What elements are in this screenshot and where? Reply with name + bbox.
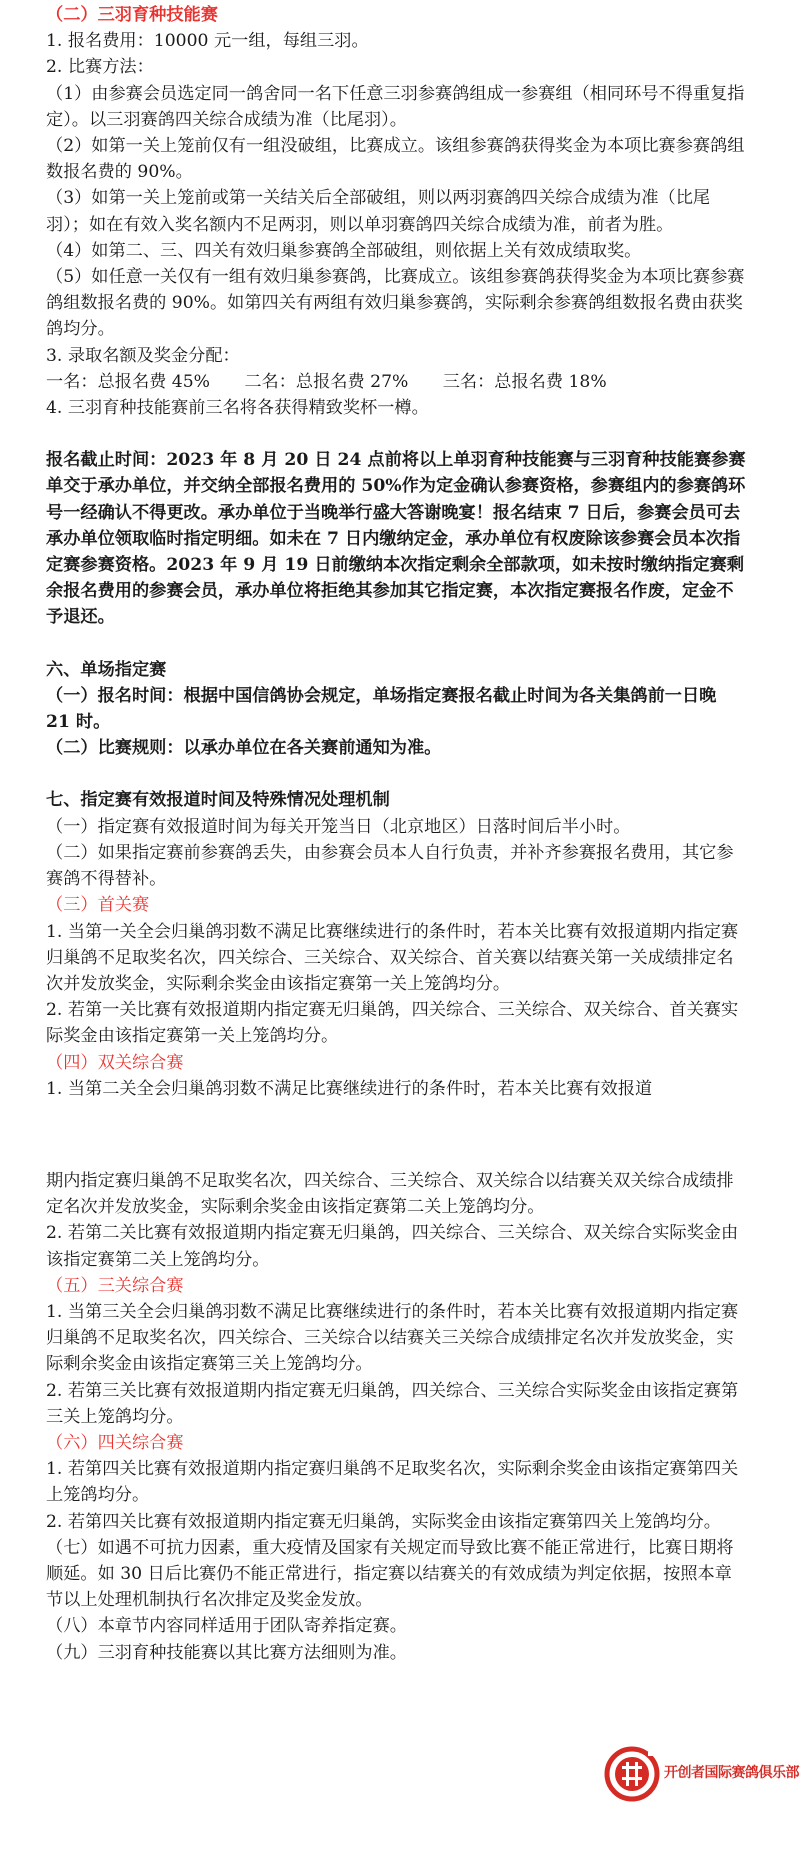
section-6-item-2: （二）比赛规则：以承办单位在各关赛前通知为准。 — [46, 738, 442, 759]
rule-2: （2）如第一关上笼前仅有一组没破组，比赛成立。该组参赛鸽获得奖金为本项比赛参赛鸽组数报名费的 90%。 — [46, 136, 745, 183]
rule-1: （1）由参赛会员选定同一鸽舍同一名下任意三羽参赛鸽组成一参赛组（相同环号不得重复指定）。以三羽赛鸽四关综合成绩为准（比尾羽）。 — [46, 83, 745, 130]
club-seal-icon — [604, 1746, 660, 1802]
subsection-two-race-combined-title: （四）双关综合赛 — [46, 1052, 184, 1073]
spacer — [46, 631, 746, 657]
registration-deadline-paragraph: 报名截止时间：2023 年 8 月 20 日 24 点前将以上单羽育种技能赛与三羽育种技能赛参赛单交于承办单位，并交纳全部报名费用的 50%作为定金确认参赛资格，参赛组内的参赛鸽环号一经确认不得更改。承办单位于当晚举行盛大答谢晚宴！报名结束 7 日后，参赛会员可去承办单位领取临时指定明细。如未在 7 日内缴纳定金，承办单位有权废除该参赛会员本次指定赛参赛资格。2023 年 9 月 19 日前缴纳本次指定剩余全部款项，如未按时缴纳指定赛剩余报名费用的参赛会员，承办单位将拒绝其参加其它指定赛，本次指定赛报名作废，定金不予退还。 — [46, 450, 746, 628]
rule-3: （3）如第一关上笼前或第一关结关后全部破组，则以两羽赛鸽四关综合成绩为准（比尾羽）；如在有效入奖名额内不足两羽，则以单羽赛鸽四关综合成绩为准，前者为胜。 — [46, 188, 711, 235]
three-race-rule-2: 2. 若第三关比赛有效报道期内指定赛无归巢鸽，四关综合、三关综合实际奖金由该指定赛第三关上笼鸽均分。 — [46, 1380, 739, 1427]
method-title: 2. 比赛方法： — [46, 57, 154, 78]
section-6-title: 六、单场指定赛 — [46, 659, 167, 680]
document-column-top — [46, 2, 746, 1102]
subsection-three-race-combined-title: （五）三关综合赛 — [46, 1275, 184, 1296]
first-race-rule-1: 1. 当第一关全会归巢鸽羽数不满足比赛继续进行的条件时，若本关比赛有效报道期内指定赛归巢鸽不足取奖名次，四关综合、三关综合、双关综合、首关赛以结赛关第一关成绩排定名次并发放奖金，实际剩余奖金由该指定赛第一关上笼鸽均分。 — [46, 921, 739, 994]
club-logo — [604, 1742, 799, 1802]
entry-fee-line: 1. 报名费用：10000 元一组，每组三羽。 — [46, 31, 369, 52]
four-race-rule-2: 2. 若第四关比赛有效报道期内指定赛无归巢鸽，实际奖金由该指定赛第四关上笼鸽均分。 — [46, 1511, 721, 1532]
prize-distribution: 一名：总报名费 45% 二名：总报名费 27% 三名：总报名费 18% — [46, 371, 607, 392]
subsection-first-race-title: （三）首关赛 — [46, 895, 150, 916]
spacer — [46, 761, 746, 787]
rule-5: （5）如任意一关仅有一组有效归巢参赛鸽，比赛成立。该组参赛鸽获得奖金为本项比赛参赛鸽组数报名费的 90%。如第四关有两组有效归巢参赛鸽，实际剩余参赛鸽组数报名费由获奖鸽均分。 — [46, 267, 745, 340]
team-boarding-clause: （八）本章节内容同样适用于团队寄养指定赛。 — [46, 1616, 407, 1637]
section-7-title: 七、指定赛有效报道时间及特殊情况处理机制 — [46, 790, 390, 811]
first-race-rule-2: 2. 若第一关比赛有效报道期内指定赛无归巢鸽，四关综合、三关综合、双关综合、首关赛实际奖金由该指定赛第一关上笼鸽均分。 — [46, 1000, 739, 1047]
four-race-rule-1: 1. 若第四关比赛有效报道期内指定赛归巢鸽不足取奖名次，实际剩余奖金由该指定赛第四关上笼鸽均分。 — [46, 1459, 739, 1506]
section-7-item-1: （一）指定赛有效报道时间为每关开笼当日（北京地区）日落时间后半小时。 — [46, 816, 631, 837]
rule-4: （4）如第二、三、四关有效归巢参赛鸽全部破组，则依据上关有效成绩取奖。 — [46, 240, 642, 261]
spacer — [46, 421, 746, 447]
club-name: 开创者国际赛鸽俱乐部 — [664, 1765, 799, 1781]
subsection-four-race-combined-title: （六）四关综合赛 — [46, 1433, 184, 1454]
section-title-three-bird-competition: （二）三羽育种技能赛 — [46, 5, 218, 25]
force-majeure-clause: （七）如遇不可抗力因素，重大疫情及国家有关规定而导致比赛不能正常进行，比赛日期将顺延。如 30 日后比赛仍不能正常进行，指定赛以结赛关的有效成绩为判定依据，按照本章节以上处理机制执行名次排定及奖金发放。 — [46, 1537, 734, 1611]
three-race-rule-1: 1. 当第三关全会归巢鸽羽数不满足比赛继续进行的条件时，若本关比赛有效报道期内指定赛归巢鸽不足取奖名次，四关综合、三关综合以结赛关三关综合成绩排定名次并发放奖金，实际剩余奖金由该指定赛第三关上笼鸽均分。 — [46, 1302, 739, 1375]
section-6-item-1: （一）报名时间：根据中国信鸽协会规定，单场指定赛报名截止时间为各关集鸽前一日晚 21 时。 — [46, 685, 717, 733]
trophy-line: 4. 三羽育种技能赛前三名将各获得精致奖杯一樽。 — [46, 398, 429, 419]
prize-title: 3. 录取名额及奖金分配： — [46, 345, 240, 366]
two-race-rule-1-part-b: 期内指定赛归巢鸽不足取奖名次，四关综合、三关综合、双关综合以结赛关双关综合成绩排定名次并发放奖金，实际剩余奖金由该指定赛第二关上笼鸽均分。 — [46, 1171, 734, 1218]
two-race-rule-1-part-a: 1. 当第二关全会归巢鸽羽数不满足比赛继续进行的条件时，若本关比赛有效报道 — [46, 1078, 653, 1099]
section-7-item-2: （二）如果指定赛前参赛鸽丢失，由参赛会员本人自行负责，并补齐参赛报名费用，其它参赛鸽不得替补。 — [46, 842, 734, 890]
three-bird-rule-clause: （九）三羽育种技能赛以其比赛方法细则为准。 — [46, 1642, 407, 1663]
two-race-rule-2: 2. 若第二关比赛有效报道期内指定赛无归巢鸽，四关综合、三关综合、双关综合实际奖金由该指定赛第二关上笼鸽均分。 — [46, 1223, 739, 1270]
document-column-bottom — [46, 1168, 746, 1666]
